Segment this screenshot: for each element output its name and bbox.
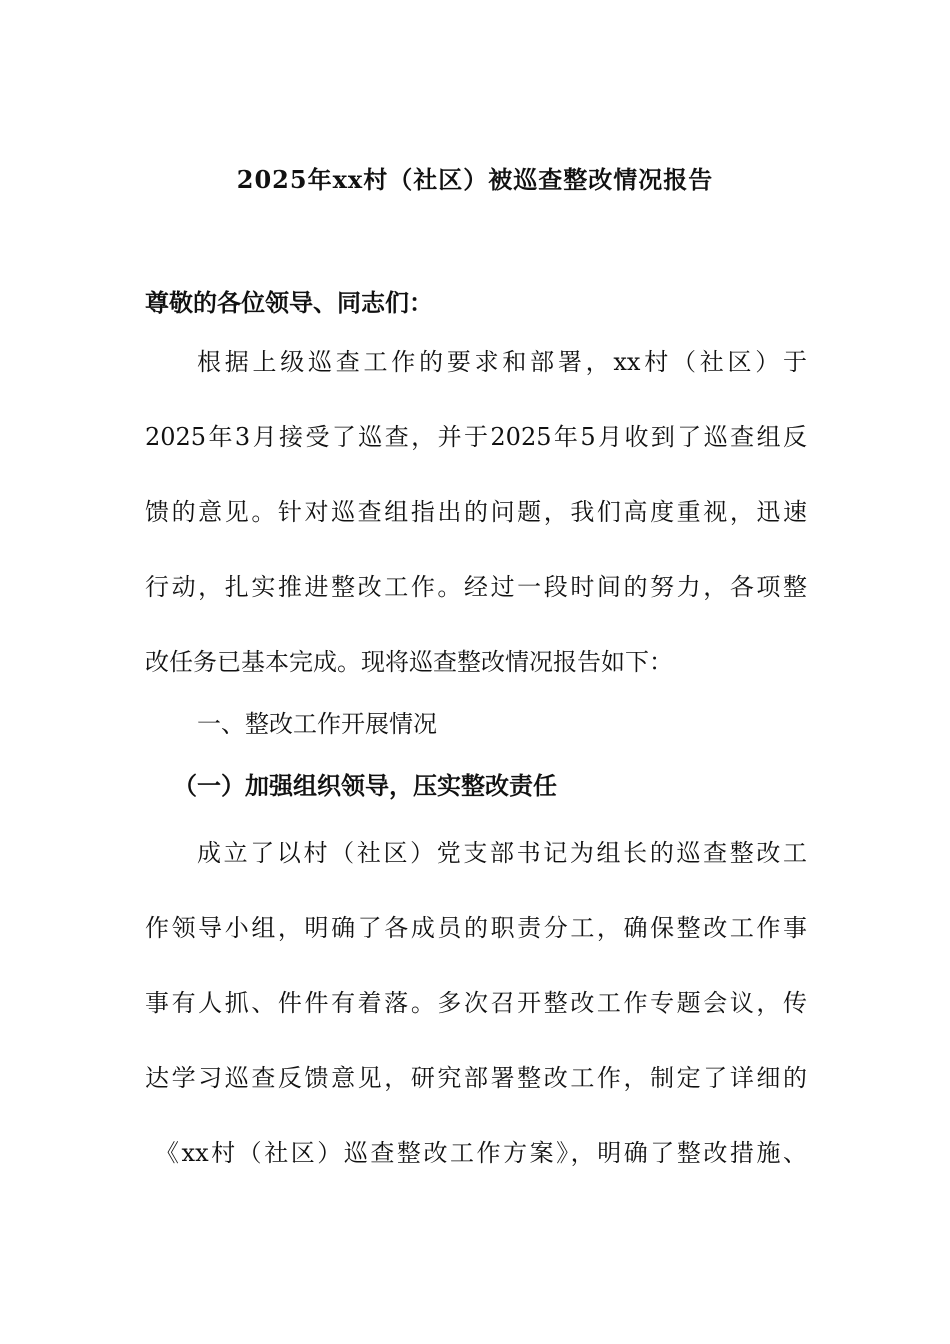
intro-line-4: 行动，扎实推进整改工作。经过一段时间的努力，各项整 [145,573,807,601]
salutation: 尊敬的各位领导、同志们： [145,288,433,317]
body-line-2: 作领导小组，明确了各成员的职责分工，确保整改工作事 [145,914,807,942]
subsection-heading-1: （一）加强组织领导，压实整改责任 [173,771,557,800]
intro-line-2: 2025年3月接受了巡查，并于2025年5月收到了巡查组反 [145,423,807,451]
section-heading-1: 一、整改工作开展情况 [197,710,437,738]
body-line-5: 《xx村（社区）巡查整改工作方案》，明确了整改措施、 [155,1139,807,1167]
intro-line-5: 改任务已基本完成。现将巡查整改情况报告如下： [145,648,673,676]
body-line-3: 事有人抓、件件有着落。多次召开整改工作专题会议，传 [145,989,807,1017]
body-line-4: 达学习巡查反馈意见，研究部署整改工作，制定了详细的 [145,1064,807,1092]
body-line-1: 成立了以村（社区）党支部书记为组长的巡查整改工 [197,839,807,867]
document-title: 2025年xx村（社区）被巡查整改情况报告 [236,165,714,194]
intro-line-3: 馈的意见。针对巡查组指出的问题，我们高度重视，迅速 [145,498,807,526]
intro-line-1: 根据上级巡查工作的要求和部署，xx村（社区）于 [197,348,807,376]
